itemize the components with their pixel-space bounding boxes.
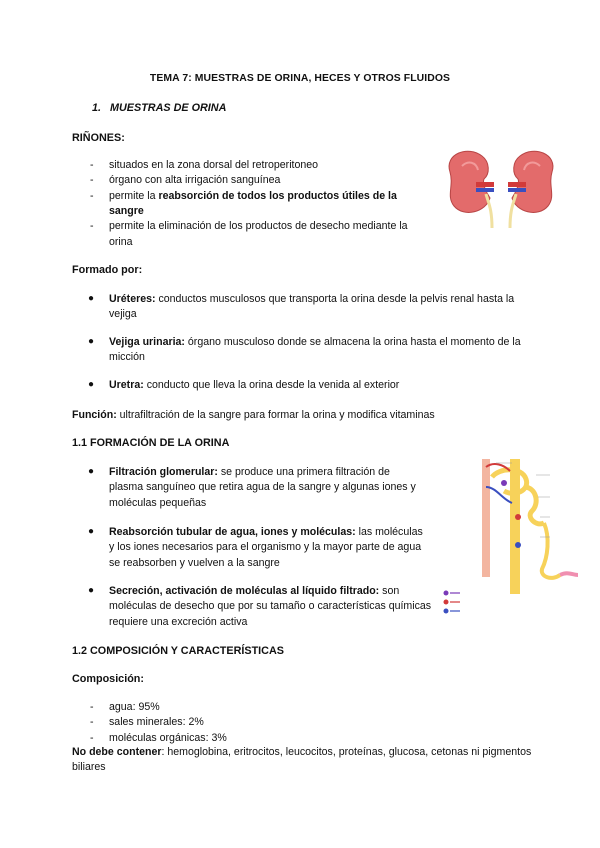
nephron-diagram bbox=[440, 457, 580, 617]
kidney-illustration bbox=[442, 148, 560, 228]
list-item: ● Filtración glomerular: se produce una primera filtración de plasma sanguíneo que retira agua de la sangre y algunas iones y moléculas pequeñas bbox=[88, 466, 416, 509]
list-item: - moléculas orgánicas: 3% bbox=[90, 731, 490, 746]
list-item: ● Uréteres: conductos musculosos que transporta la orina desde la pelvis renal hasta la vejiga bbox=[88, 293, 515, 321]
formado-heading: Formado por: bbox=[72, 264, 143, 276]
bullet-icon: ● bbox=[88, 585, 95, 596]
composicion-subheading: Composición: bbox=[72, 673, 144, 685]
list-item: ● Reabsorción tubular de agua, iones y moléculas: las moléculas y los iones necesarios para el organismo y la mayor parte de agua se reabsorben y vuelven a la sangre bbox=[88, 526, 423, 569]
bullet-icon: ● bbox=[88, 379, 95, 390]
list-item: - permite la reabsorción de todos los productos útiles de la sangre bbox=[90, 189, 425, 220]
section-number: 1. bbox=[92, 102, 102, 114]
rinones-heading: RIÑONES: bbox=[72, 132, 125, 144]
rinones-list bbox=[90, 158, 425, 250]
list-item: ● Uretra: conducto que lleva la orina desde la venida al exterior bbox=[88, 379, 400, 391]
section-title: MUESTRAS DE ORINA bbox=[110, 102, 227, 114]
bullet-icon: ● bbox=[88, 526, 95, 537]
composicion-heading: 1.2 COMPOSICIÓN Y CARACTERÍSTICAS bbox=[72, 645, 284, 657]
formacion-heading: 1.1 FORMACIÓN DE LA ORINA bbox=[72, 437, 230, 449]
list-item: - permite la eliminación de los productos de desecho mediante la orina bbox=[90, 219, 425, 250]
list-item: - órgano con alta irrigación sanguínea bbox=[90, 173, 425, 188]
list-item: - agua: 95% bbox=[90, 700, 490, 715]
composicion-list bbox=[90, 700, 490, 746]
list-item: - situados en la zona dorsal del retroperitoneo bbox=[90, 158, 425, 173]
section-heading bbox=[92, 101, 226, 117]
funcion-text: Función: ultrafiltración de la sangre para formar la orina y modifica vitaminas bbox=[72, 409, 435, 421]
list-item: - sales minerales: 2% bbox=[90, 715, 490, 730]
bullet-icon: ● bbox=[88, 293, 95, 304]
page-title: TEMA 7: MUESTRAS DE ORINA, HECES Y OTROS FLUIDOS bbox=[149, 73, 451, 84]
bullet-icon: ● bbox=[88, 466, 95, 477]
bullet-icon: ● bbox=[88, 336, 95, 347]
list-item: ● Vejiga urinaria: órgano musculoso donde se almacena la orina hasta el momento de la micción bbox=[88, 336, 521, 364]
no-debe-text: No debe contener: hemoglobina, eritrocitos, leucocitos, proteínas, glucosa, cetonas ni pigmentos biliares bbox=[72, 746, 532, 774]
list-item: ● Secreción, activación de moléculas al líquido filtrado: son moléculas de desecho que por su tamaño o características químicas requiere una excreción activa bbox=[88, 585, 432, 628]
